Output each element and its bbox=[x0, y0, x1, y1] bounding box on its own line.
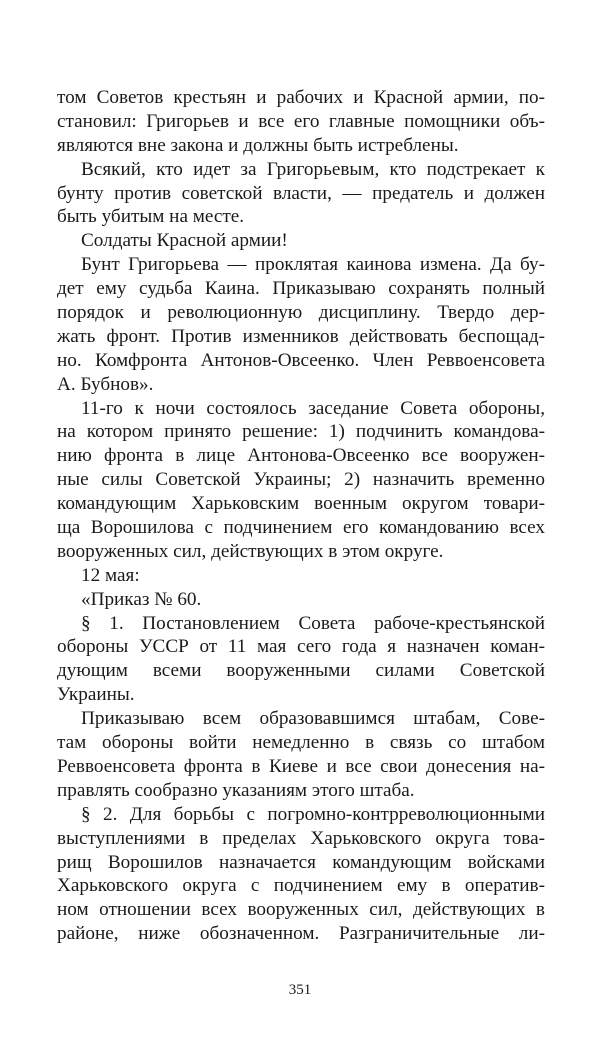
text-line: рищ Ворошилов назначается командующим войсками bbox=[57, 851, 545, 873]
text-line: 11-го к ночи состоялось заседание Совета обороны, bbox=[81, 397, 545, 419]
paragraph bbox=[57, 707, 545, 803]
text-line: 12 мая: bbox=[81, 564, 140, 586]
text-line: ные силы Советской Украины; 2) назначить временно bbox=[57, 469, 545, 491]
paragraph bbox=[57, 612, 545, 708]
text-line: но. Комфронта Антонов-Овсеенко. Член Реввоенсовета bbox=[57, 349, 545, 371]
text-line: нию фронта в лице Антонова-Овсеенко все вооружен- bbox=[57, 445, 545, 467]
paragraph bbox=[57, 564, 545, 588]
paragraph bbox=[57, 253, 545, 396]
text-line: обороны УССР от 11 мая сего года я назначен коман- bbox=[57, 636, 545, 658]
text-line: § 2. Для борьбы с погромно-контрреволюционными bbox=[81, 803, 545, 825]
paragraph bbox=[57, 158, 545, 230]
text-line: дующим всеми вооруженными силами Советской bbox=[57, 660, 545, 682]
text-line: «Приказ № 60. bbox=[81, 588, 202, 610]
text-line: на котором принято решение: 1) подчинить командова- bbox=[57, 421, 545, 443]
text-line: Харьковского округа с подчинением ему в оператив- bbox=[57, 875, 545, 897]
text-line: Приказываю всем образовавшимся штабам, Сове- bbox=[81, 708, 545, 730]
text-line: том Советов крестьян и рабочих и Красной армии, по- bbox=[57, 87, 545, 108]
page-number: 351 bbox=[288, 982, 312, 998]
text-line: командующим Харьковским военным округом товари- bbox=[57, 493, 545, 515]
text-line: дет ему судьба Каина. Приказываю сохранять полный bbox=[57, 278, 545, 300]
text-line: Солдаты Красной армии! bbox=[81, 230, 288, 252]
text-line: там обороны войти немедленно в связь со штабом bbox=[57, 732, 545, 754]
text-line: вооруженных сил, действующих в этом округе. bbox=[57, 540, 444, 562]
text-line: правлять сообразно указаниям этого штаба. bbox=[57, 779, 415, 801]
text-line: выступлениями в пределах Харьковского округа това- bbox=[57, 827, 545, 849]
paragraph bbox=[57, 588, 545, 612]
text-line: ща Ворошилова с подчинением его командованию всех bbox=[57, 517, 545, 539]
paragraph bbox=[57, 86, 545, 158]
paragraph bbox=[57, 229, 545, 253]
paragraph bbox=[57, 803, 545, 946]
text-line: Украины. bbox=[57, 684, 135, 706]
text-line: порядок и революционную дисциплину. Твердо дер- bbox=[57, 302, 545, 324]
text-line: бунту против советской власти, — предатель и должен bbox=[57, 182, 545, 204]
text-line: становил: Григорьев и все его главные помощники объ- bbox=[57, 110, 545, 132]
text-line: районе, ниже обозначенном. Разграничительные ли- bbox=[57, 923, 545, 945]
text-line: жать фронт. Против изменников действовать беспощад- bbox=[57, 325, 545, 347]
text-line: А. Бубнов». bbox=[57, 373, 154, 395]
text-line: Всякий, кто идет за Григорьевым, кто подстрекает к bbox=[81, 158, 545, 180]
text-line: § 1. Постановлением Совета рабоче-крестьянской bbox=[81, 612, 545, 634]
text-line: ном отношении всех вооруженных сил, действующих в bbox=[57, 899, 545, 921]
text-line: Бунт Григорьева — проклятая каинова измена. Да бу- bbox=[81, 254, 545, 276]
text-line: быть убитым на месте. bbox=[57, 206, 245, 228]
paragraph bbox=[57, 397, 545, 564]
text-line: Реввоенсовета фронта в Киеве и все свои донесения на- bbox=[57, 755, 545, 777]
text-line: являются вне закона и должны быть истреблены. bbox=[57, 134, 459, 156]
page-text bbox=[57, 86, 545, 946]
